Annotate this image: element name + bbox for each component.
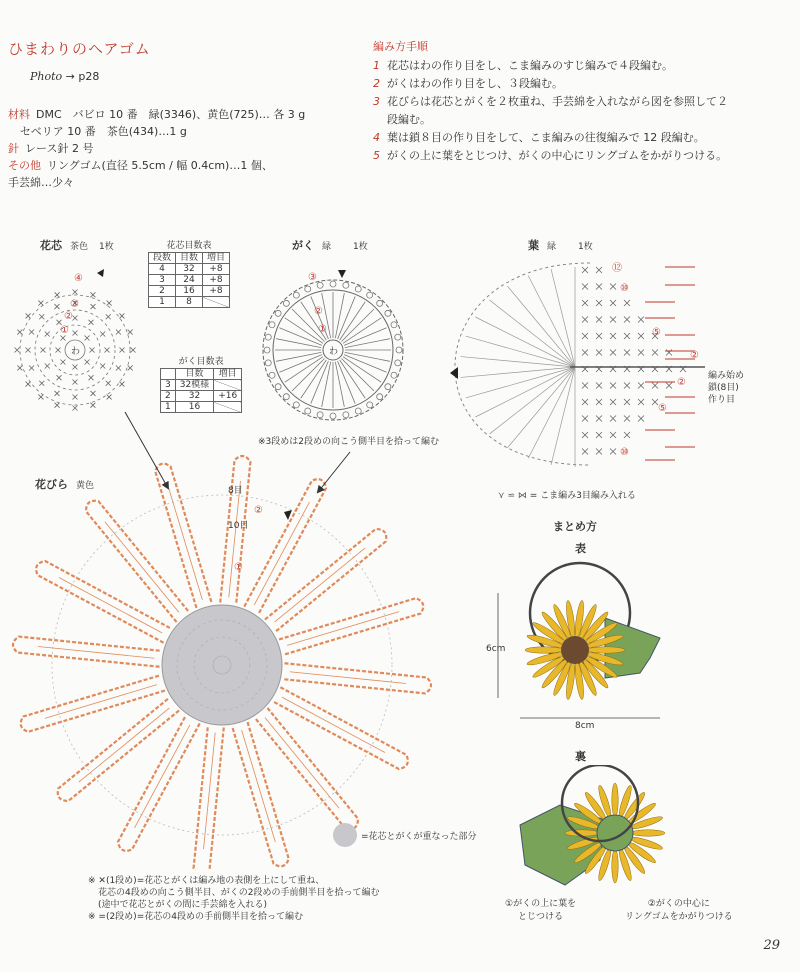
center-row-mark: ② [64,311,73,322]
calyx-note: ※3段めは2段めの向こう側半目を拾って編む [258,437,439,447]
table-row: 1 16 [161,402,242,413]
steps-section [373,38,728,165]
caption-right: ②がくの中心に リングゴムをかがりつける [625,899,733,922]
petal-row-mark: ① [234,562,243,573]
assembly-title: まとめ方 [553,520,597,533]
bottom-notes: ※ ✕(1段め)=花芯とがくは編み地の表側を上にして重ね、 花芯の4段めの向こう側半目、がくの2段めの手前側半目を拾って編む (途中で花芯とがくの間に手芸綿を入れる) ※ =(2段め)=花芯の4段めの手前側半目を拾って編む [88,876,380,922]
calyx-ring-label: わ [329,347,339,357]
petal-title: 花びら 黄色 [35,478,95,491]
table-row: 3 24 +8 [149,275,230,286]
petal-diagram [0,450,470,870]
end-marker-icon [338,270,346,278]
material-line: 材料 DMC バビロ 10 番 緑(3346)、黄色(725)… 各 3 g [8,108,306,121]
overlap-legend: =花芯とがくが重なった部分 [333,823,477,847]
table-row: 3 32模様 [161,380,242,391]
leaf-row-mark: ⑤ [652,327,661,338]
photo-label: Photo [30,70,63,83]
photo-reference [30,70,99,83]
material-line: 針 レース針 2 号 [8,142,94,155]
calyx-row-mark: ③ [308,272,317,283]
leaf-row-mark: ② [677,377,686,388]
petal-row-mark: ② [254,505,263,516]
stitch-v-icon: ⋎ ⋍ ⋈ [498,491,527,501]
step-item-cont: 段編む。 [387,113,431,126]
calyx-diagram [258,262,408,432]
material-line: 手芸綿…少々 [8,176,74,189]
width-dimension: 8cm [575,721,595,731]
center-table-title: 花芯目数表 [166,241,212,251]
back-label: 裏 [575,750,586,763]
end-marker-icon [450,367,458,379]
calyx-table-title: がく目数表 [178,357,224,367]
center-diagram [0,255,140,415]
leaf-start-label: 編み始め 鎖(8目) 作り目 [708,371,745,405]
step-item: 5 がくの上に葉をとじつけ、がくの中心にリングゴムをかがりつける。 [373,149,728,162]
page-number: 29 [763,938,780,953]
leaf-row-mark: ⑤ [658,403,667,414]
step-item: 3 花びらは花芯とがくを２枚重ね、手芸綿を入れながら図を参照して２ [373,95,728,108]
leaf-diagram [440,255,750,470]
front-view [480,558,710,733]
table-row: 2 16 +8 [149,286,230,297]
center-row-mark: ③ [70,299,79,310]
material-line: その他 リングゴム(直径 5.5cm / 幅 0.4cm)…1 個、 [8,159,273,172]
petal-label: 8目 [228,486,243,496]
caption-left: ①がくの上に葉を とじつける [505,899,577,922]
table-row: 1 8 [149,297,230,308]
photo-page-ref: p28 [78,70,100,83]
page-title: ひまわりのヘアゴム [8,40,151,58]
arrow-right-icon: → [65,70,75,83]
leaf-title: 葉 緑 1枚 [528,239,593,252]
table-row: 2 32 +16 [161,391,242,402]
height-dimension: 6cm [486,644,506,654]
front-label: 表 [575,542,586,555]
step-item: 4 葉は鎖８目の作り目をして、こま編みの往復編みで 12 段編む。 [373,131,705,144]
table-row: 4 32 +8 [149,264,230,275]
calyx-row-mark: ① [318,324,327,335]
leaf-row-mark: ⑩ [620,283,629,294]
end-marker-icon [97,269,104,277]
calyx-row-mark: ② [314,306,323,317]
center-row-mark: ④ [74,273,83,284]
center-table: 段数 目数 増目 4 32 +8 3 24 +8 2 16 +8 1 8 [148,252,230,308]
back-view [505,765,685,900]
leaf-legend: ⋎ ⋍ ⋈ = こま編み3目編み入れる [498,491,636,501]
calyx-count-table [160,354,242,413]
calyx-table: 目数 増目 3 32模様 2 32 +16 1 16 [160,368,242,413]
leaf-row-mark: ⑫ [612,263,622,274]
material-line: セベリア 10 番 茶色(434)…1 g [20,125,187,138]
gray-circle-icon [333,823,357,847]
leaf-row-mark: ⑩ [620,447,629,458]
materials-list [8,106,305,191]
center-ring-label: わ [71,347,81,357]
steps-heading: 編み方手順 [373,40,428,53]
center-count-table [148,238,230,308]
step-item: 2 がくはわの作り目をし、３段編む。 [373,77,563,90]
center-title: 花芯 茶色 1枚 [40,239,114,252]
center-row-mark: ① [60,325,69,336]
leaf-row-mark: ② [690,350,699,361]
step-item: 1 花芯はわの作り目をし、こま編みのすじ編みで４段編む。 [373,59,673,72]
petal-label: 10目 [228,521,249,531]
calyx-title: がく 緑 1枚 [292,239,368,252]
overlap-area [162,605,282,725]
